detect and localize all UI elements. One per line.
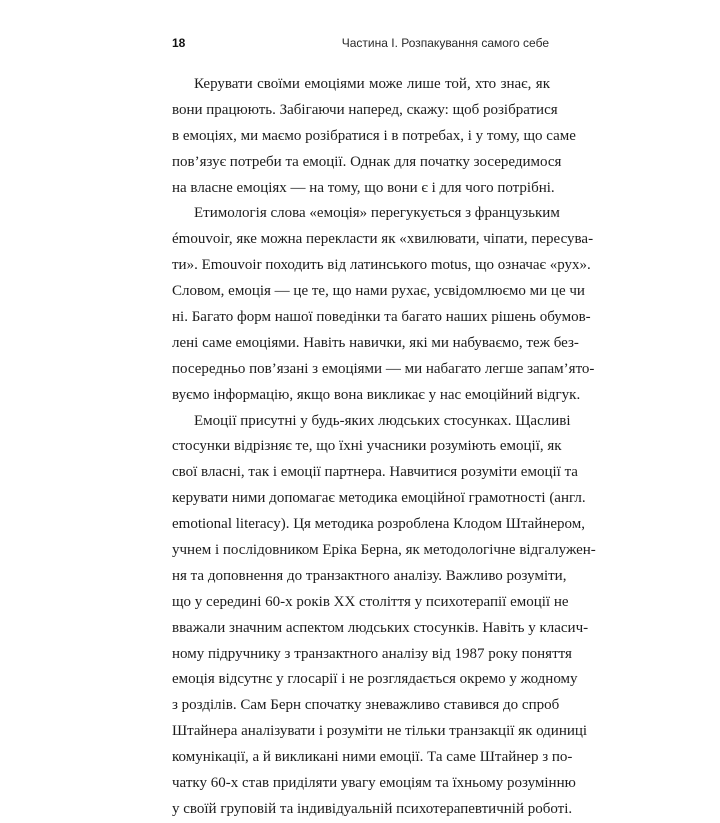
text-line: що у середині 60-х років XX століття у психотерапії емоції не bbox=[172, 593, 569, 610]
text-line: ти». Emouvoir походить від латинського motus, що означає «рух». bbox=[172, 257, 591, 274]
text-line: учнем і послідовником Еріка Берна, як методологічне відгалужен- bbox=[172, 542, 596, 559]
text-line: Словом, емоція — це те, що нами рухає, усвідомлюємо ми це чи bbox=[172, 283, 585, 300]
text-line: у своїй груповій та індивідуальній психотерапевтичній роботі. bbox=[172, 800, 573, 817]
running-head bbox=[0, 36, 720, 56]
text-line: стосунки відрізняє те, що їхні учасники розуміють емоції, як bbox=[172, 438, 562, 455]
text-line: лені саме емоціями. Навіть навички, які ми набуваємо, теж без- bbox=[172, 334, 579, 351]
text-line: посередньо пов’язані з емоціями — ми набагато легше запам’ято- bbox=[172, 360, 595, 377]
text-line: вони працюють. Забігаючи наперед, скажу: щоб розібратися bbox=[172, 101, 558, 118]
text-line: emotional literacy). Ця методика розроблена Клодом Штайнером, bbox=[172, 516, 585, 533]
text-line: вважали значним аспектом людських стосунків. Навіть у класич- bbox=[172, 619, 589, 636]
text-line: Етимологія слова «емоція» перегукується з французьким bbox=[194, 205, 560, 222]
text-line: Штайнера аналізувати і розуміти не тільки транзакції як одиниці bbox=[172, 723, 588, 740]
text-line: в емоціях, ми маємо розібратися і в потребах, і у тому, що саме bbox=[172, 127, 576, 144]
text-line: ня та доповнення до транзактного аналізу. Важливо розуміти, bbox=[172, 567, 567, 584]
text-line: ному підручнику з транзактного аналізу від 1987 року поняття bbox=[172, 645, 572, 662]
page-number: 18 bbox=[172, 36, 186, 50]
text-line: Керувати своїми емоціями може лише той, хто знає, як bbox=[194, 76, 550, 92]
text-line: пов’язує потреби та емоції. Однак для початку зосередимося bbox=[172, 153, 562, 170]
text-line: Емоції присутні у будь-яких людських стосунках. Щасливі bbox=[194, 412, 571, 429]
text-line: комунікації, а й викликані ними емоції. Та саме Штайнер з по- bbox=[172, 749, 573, 766]
text-line: вуємо інформацію, якщо вона викликає у нас емоційний відгук. bbox=[172, 386, 581, 403]
text-line: émouvoir, яке можна перекласти як «хвилювати, чіпати, пересува- bbox=[172, 231, 594, 248]
text-line: емоція відсутнє у глосарії і не розглядається окремо у жодному bbox=[172, 671, 578, 688]
text-line: чатку 60-х став приділяти увагу емоціям та їхньому розумінню bbox=[172, 775, 576, 792]
text-line: свої власні, так і емоції партнера. Навчитися розуміти емоції та bbox=[172, 464, 578, 481]
text-line: керувати ними допомагає методика емоційної грамотності (англ. bbox=[172, 490, 586, 507]
section-title: Частина І. Розпакування самого себе bbox=[341, 36, 549, 50]
text-line: з розділів. Сам Берн спочатку зневажливо ставився до спроб bbox=[172, 697, 560, 714]
body-text bbox=[172, 72, 596, 823]
text-line: на власне емоціях — на тому, що вони є і для чого потрібні. bbox=[172, 179, 555, 196]
text-line: ні. Багато форм нашої поведінки та багато наших рішень обумов- bbox=[172, 309, 591, 326]
